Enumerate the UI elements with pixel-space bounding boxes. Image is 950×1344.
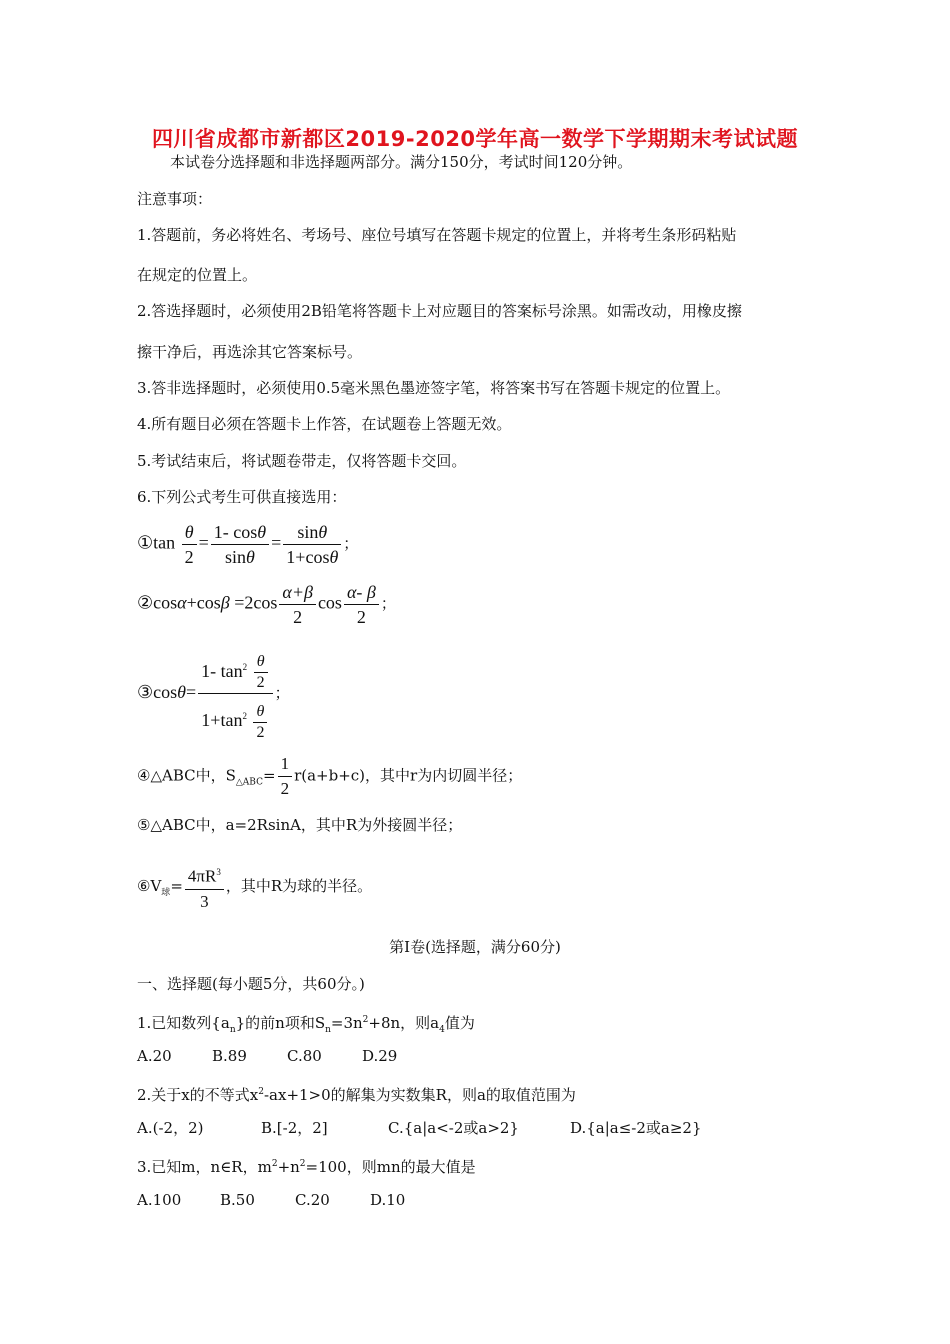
question-3-options xyxy=(137,1190,405,1210)
question-2-options xyxy=(137,1118,702,1138)
note-2a: 2.答选择题时，必须使用2B铅笔将答题卡上对应题目的答案标号涂黑。如需改动，用橡皮擦 xyxy=(137,302,742,320)
note-2b: 擦干净后，再选涂其它答案标号。 xyxy=(137,343,363,361)
option-c: C.80 xyxy=(287,1047,322,1065)
option-b: B.89 xyxy=(212,1047,247,1065)
note-1b: 在规定的位置上。 xyxy=(137,266,258,284)
part-heading: 一、选择题(每小题5分，共60分。) xyxy=(137,975,365,993)
formula-1: ①tan $\frac{\theta}{2}$ = $\frac{1- \cos\theta}{\sin\theta}$ = $\frac{\sin\theta}{1+\cos\theta}$ ； xyxy=(137,522,359,567)
option-a: A.(-2，2) xyxy=(137,1119,204,1137)
question-2: 2.关于x的不等式$x^2-ax+1>0$的解集为实数集R，则a的取值范围为 xyxy=(137,1086,576,1104)
page-title: 四川省成都市新都区2019-2020学年高一数学下学期期末考试试题 xyxy=(151,127,799,151)
option-d: D.29 xyxy=(362,1047,398,1065)
note-1a: 1.答题前，务必将姓名、考场号、座位号填写在答题卡规定的位置上，并将考生条形码粘贴 xyxy=(137,226,737,244)
question-1-options xyxy=(137,1046,397,1066)
formula-4: ④△ABC中，$S_{\triangle ABC}=$ $\frac{1}{2}$ r(a+b+c)，其中r为内切圆半径； xyxy=(137,754,523,798)
note-5: 5.考试结束后，将试题卷带走，仅将答题卡交回。 xyxy=(137,452,467,470)
note-4: 4.所有题目必须在答题卡上作答，在试题卷上答题无效。 xyxy=(137,415,512,433)
option-c: C.{a|a<-2或a>2} xyxy=(388,1119,519,1137)
question-3: 3.已知m，n∈R，$m^2+n^2=100$，则mn的最大值是 xyxy=(137,1158,476,1176)
notice-heading: 注意事项： xyxy=(137,190,213,208)
option-a: A.20 xyxy=(137,1047,172,1065)
option-d: D.10 xyxy=(370,1191,406,1209)
option-d: D.{a|a≤-2或a≥2} xyxy=(570,1119,702,1137)
option-b: B.[-2，2] xyxy=(261,1119,328,1137)
intro-text: 本试卷分选择题和非选择题两部分。满分150分，考试时间120分钟。 xyxy=(170,153,633,171)
formula-2: ②cosα+cosβ =2cos $\frac{\alpha+\beta}{2}$ cos $\frac{\alpha- \beta}{2}$ ； xyxy=(137,582,396,627)
question-1: 1.已知数列$\{a_n\}$的前n项和$S_n=3n^2+8n$，则$a_4$值为 xyxy=(137,1014,475,1035)
option-c: C.20 xyxy=(295,1191,330,1209)
formula-6: $⑥V_球=$ $\frac{4\pi R^3}{3}$ ，其中R为球的半径。 xyxy=(137,860,372,914)
formula-5: ⑤△ABC中，a=2RsinA，其中R为外接圆半径； xyxy=(137,816,463,834)
option-a: A.100 xyxy=(137,1191,182,1209)
note-6: 6.下列公式考生可供直接选用： xyxy=(137,488,347,506)
formula-3: ③cosθ= 1- $\tan^2$ $\frac{\theta}{2}$ $1+\tan^2$ $\frac{\theta}{2}$ ； xyxy=(137,645,290,743)
section-heading: 第Ⅰ卷(选择题，满分60分) xyxy=(389,938,561,956)
note-3: 3.答非选择题时，必须使用0.5毫米黑色墨迹签字笔，将答案书写在答题卡规定的位置上。 xyxy=(137,379,731,397)
option-b: B.50 xyxy=(220,1191,255,1209)
